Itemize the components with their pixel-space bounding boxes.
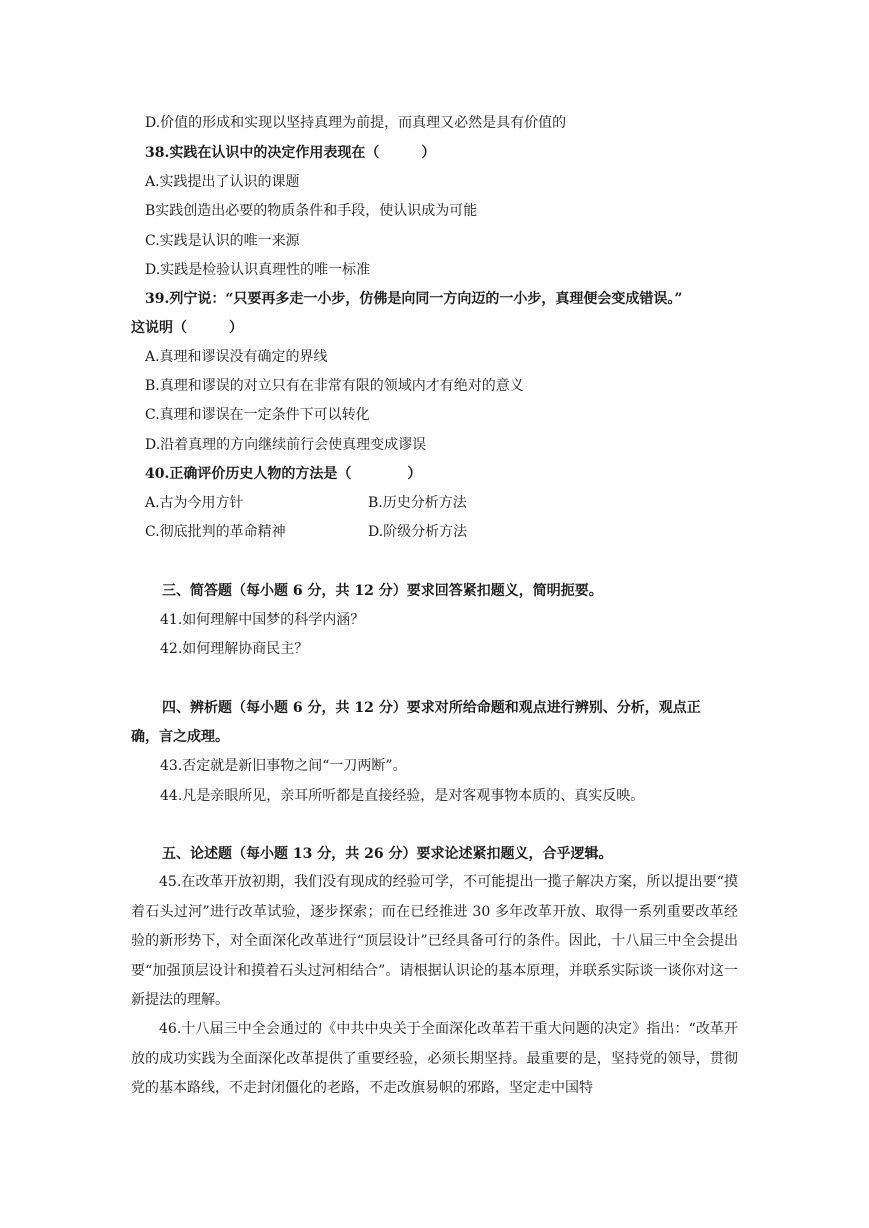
q43: 43.否定就是新旧事物之间“一刀两断”。 (160, 758, 407, 774)
q40-option-c: C.彻底批判的革命精神 (145, 524, 286, 540)
section5-heading: 五、论述题（每小题 13 分，共 26 分）要求论述紧扣题义，合乎逻辑。 (162, 846, 613, 862)
q39-option-c: C.真理和谬误在一定条件下可以转化 (145, 407, 370, 423)
section3-heading: 三、简答题（每小题 6 分，共 12 分）要求回答紧扣题义，简明扼要。 (162, 583, 603, 599)
q42: 42.如何理解协商民主？ (160, 641, 309, 657)
q40-option-d: D.阶级分析方法 (368, 524, 468, 540)
section4-heading-line2: 确，言之成理。 (131, 729, 229, 745)
section4-heading-line1: 四、辨析题（每小题 6 分，共 12 分）要求对所给命题和观点进行辨别、分析，观点正 (162, 700, 701, 716)
q44: 44.凡是亲眼所见，亲耳所听都是直接经验，是对客观事物本质的、真实反映。 (160, 788, 645, 804)
q38-option-c: C.实践是认识的唯一来源 (145, 233, 300, 249)
q39-option-a: A.真理和谬误没有确定的界线 (145, 349, 328, 365)
q38-option-b: B实践创造出必要的物质条件和手段，使认识成为可能 (145, 203, 478, 219)
q37-option-d: D.价值的形成和实现以坚持真理为前提，而真理又必然是具有价值的 (145, 115, 567, 131)
q40-stem: 40.正确评价历史人物的方法是（ ） (145, 466, 422, 482)
q38-option-d: D.实践是检验认识真理性的唯一标准 (145, 262, 371, 278)
q39-stem-line2: 这说明（ ） (131, 320, 243, 336)
q46: 46.十八届三中全会通过的《中共中央关于全面深化改革若干重大问题的决定》指出：“改革开放的成功实践为全面深化改革提供了重要经验，必须长期坚持。最重要的是，坚持党的领导，贯彻党的基本路线，不走封闭僵化的老路，不走改旗易帜的邪路，坚定走中国特 (131, 1021, 738, 1096)
q40-option-b: B.历史分析方法 (368, 495, 467, 511)
q39-option-b: B.真理和谬误的对立只有在非常有限的领域内才有绝对的意义 (145, 378, 524, 394)
q45: 45.在改革开放初期，我们没有现成的经验可学，不可能提出一揽子解决方案，所以提出要“摸着石头过河”进行改革试验，逐步探索；而在已经推进 30 多年改革开放、取得一系列重要改革经验的新形势下，对全面深化改革进行“顶层设计”已经具备可行的条件。因此，十八届三中全会提出要“加强顶层设计和摸着石头过河相结合”。请根据认识论的基本原理，并联系实际谈一谈你对这一新提法的理解。 (131, 874, 738, 1008)
q39-stem-line1: 39.列宁说：“只要再多走一小步，仿佛是向同一方向迈的一小步，真理便会变成错误。” (145, 291, 683, 307)
q40-option-a: A.古为今用方针 (145, 495, 244, 511)
q41: 41.如何理解中国梦的科学内涵？ (160, 612, 365, 628)
q39-option-d: D.沿着真理的方向继续前行会使真理变成谬误 (145, 437, 427, 453)
q38-option-a: A.实践提出了认识的课题 (145, 174, 300, 190)
q38-stem: 38.实践在认识中的决定作用表现在（ ） (145, 145, 436, 161)
